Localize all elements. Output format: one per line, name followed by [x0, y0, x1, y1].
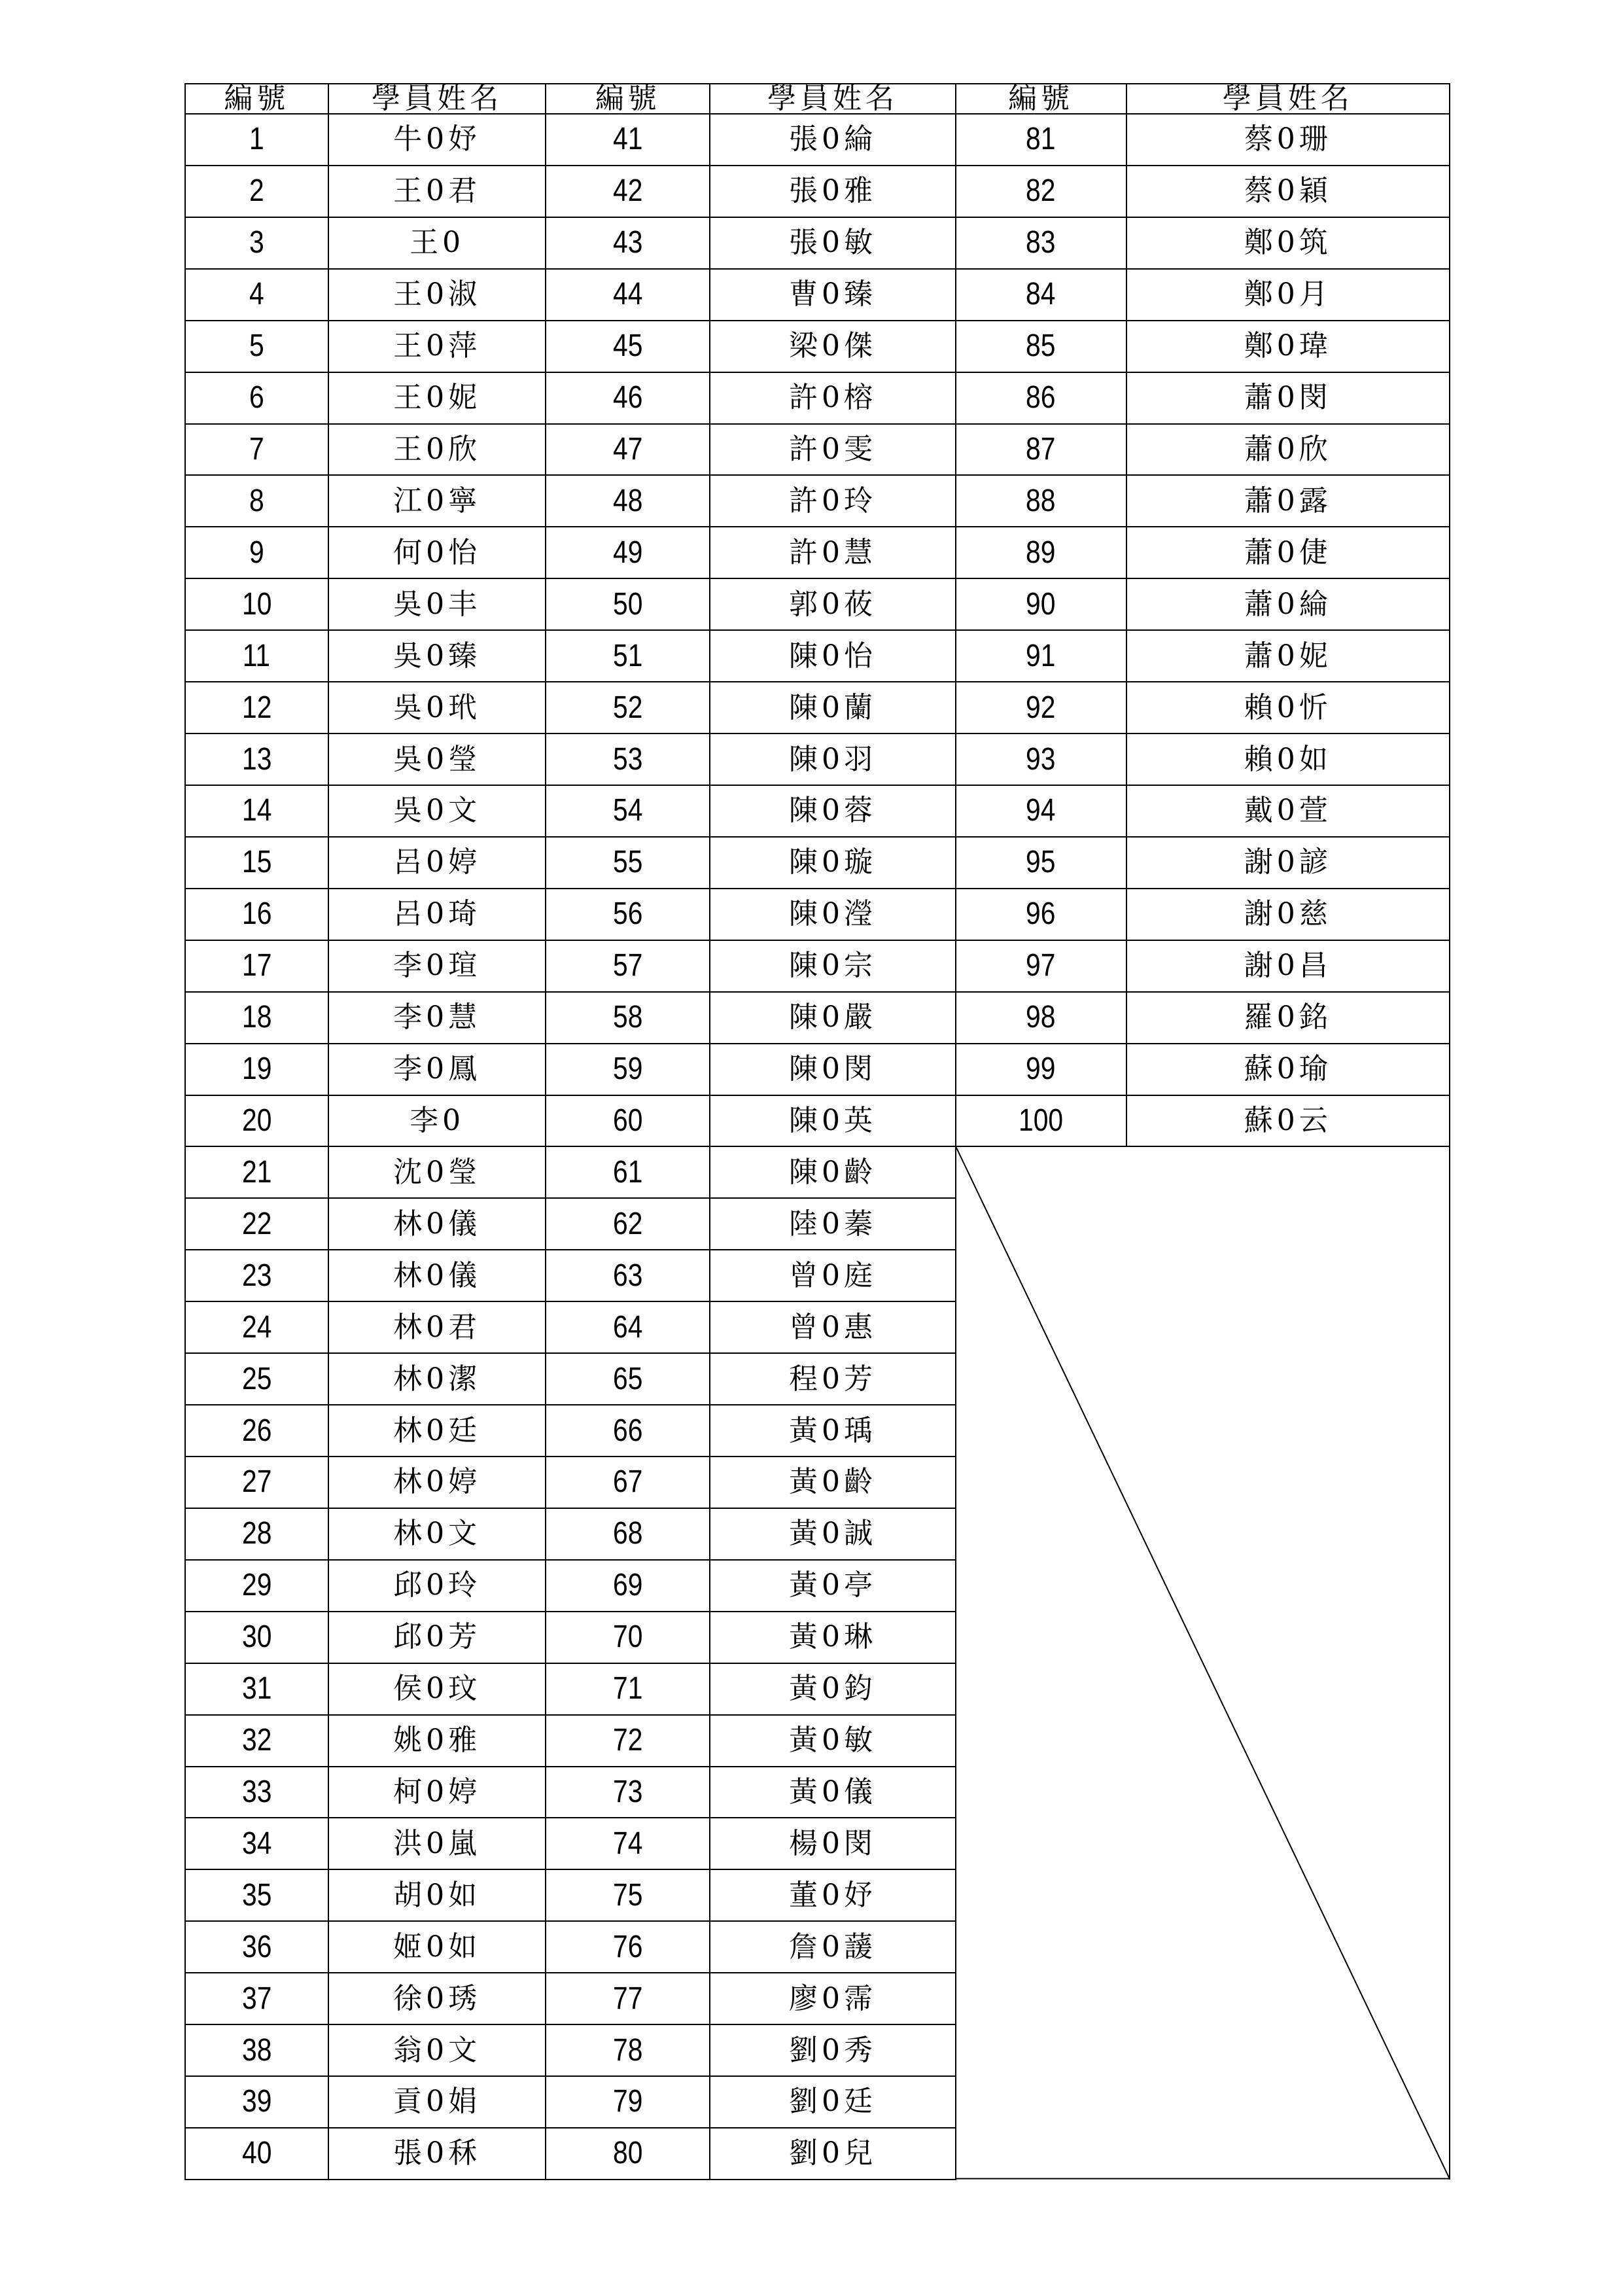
student-number: 96 [956, 889, 1126, 940]
student-name: 沈0瑩 [328, 1146, 546, 1198]
student-name: 張0敏 [710, 217, 956, 269]
student-name: 林0潔 [328, 1353, 546, 1405]
student-number: 94 [956, 785, 1126, 837]
student-number: 36 [185, 1921, 328, 1973]
student-name: 詹0蘐 [710, 1921, 956, 1973]
student-number: 5 [185, 321, 328, 372]
student-number: 41 [546, 114, 710, 166]
student-name: 王0妮 [328, 372, 546, 424]
student-name: 貢0娟 [328, 2076, 546, 2128]
student-name: 李0慧 [328, 992, 546, 1044]
student-name: 王0淑 [328, 269, 546, 321]
student-name: 劉0廷 [710, 2076, 956, 2128]
student-number: 29 [185, 1560, 328, 1612]
student-number: 42 [546, 166, 710, 217]
student-number: 4 [185, 269, 328, 321]
student-number: 14 [185, 785, 328, 837]
student-number: 27 [185, 1457, 328, 1508]
student-name: 吳0玳 [328, 682, 546, 733]
student-number: 26 [185, 1405, 328, 1457]
student-number: 100 [956, 1095, 1126, 1147]
student-name: 董0妤 [710, 1869, 956, 1921]
student-number: 46 [546, 372, 710, 424]
table-row [185, 527, 1450, 578]
student-name: 林0君 [328, 1301, 546, 1353]
header-name-1: 學員姓名 [328, 84, 546, 114]
student-number: 71 [546, 1663, 710, 1715]
student-name: 陳0宗 [710, 940, 956, 992]
student-name: 柯0婷 [328, 1767, 546, 1818]
student-name: 洪0嵐 [328, 1818, 546, 1869]
student-number: 70 [546, 1612, 710, 1663]
student-name: 王0 [328, 217, 546, 269]
student-number: 17 [185, 940, 328, 992]
student-number: 44 [546, 269, 710, 321]
student-name: 李0 [328, 1095, 546, 1147]
student-roster [184, 83, 1450, 2180]
student-number: 30 [185, 1612, 328, 1663]
student-name: 黃0瑀 [710, 1405, 956, 1457]
student-number: 1 [185, 114, 328, 166]
student-number: 58 [546, 992, 710, 1044]
student-number: 63 [546, 1250, 710, 1301]
student-number: 81 [956, 114, 1126, 166]
student-name: 姚0雅 [328, 1715, 546, 1767]
student-number: 64 [546, 1301, 710, 1353]
student-number: 37 [185, 1973, 328, 2024]
student-number: 48 [546, 475, 710, 527]
empty-cell [956, 1146, 1450, 2180]
table-row [185, 372, 1450, 424]
student-name: 王0欣 [328, 424, 546, 476]
table-row [185, 269, 1450, 321]
student-number: 15 [185, 837, 328, 889]
student-name: 呂0琦 [328, 889, 546, 940]
student-name: 賴0忻 [1126, 682, 1450, 733]
student-number: 82 [956, 166, 1126, 217]
student-number: 69 [546, 1560, 710, 1612]
student-name: 蘇0瑜 [1126, 1044, 1450, 1095]
student-name: 張0綸 [710, 114, 956, 166]
student-name: 鄭0筑 [1126, 217, 1450, 269]
student-number: 59 [546, 1044, 710, 1095]
student-number: 53 [546, 733, 710, 785]
table-row [185, 1044, 1450, 1095]
student-number: 77 [546, 1973, 710, 2024]
student-name: 陳0蘭 [710, 682, 956, 733]
student-name: 蘇0云 [1126, 1095, 1450, 1147]
student-number: 62 [546, 1198, 710, 1250]
header-name-2: 學員姓名 [710, 84, 956, 114]
student-number: 66 [546, 1405, 710, 1457]
student-number: 67 [546, 1457, 710, 1508]
student-number: 57 [546, 940, 710, 992]
student-name: 侯0玟 [328, 1663, 546, 1715]
student-name: 徐0琇 [328, 1973, 546, 2024]
student-name: 吳0丰 [328, 578, 546, 630]
student-name: 許0玲 [710, 475, 956, 527]
student-number: 18 [185, 992, 328, 1044]
student-name: 翁0文 [328, 2024, 546, 2076]
student-name: 何0怡 [328, 527, 546, 578]
student-name: 陳0齡 [710, 1146, 956, 1198]
student-number: 31 [185, 1663, 328, 1715]
student-name: 黃0琳 [710, 1612, 956, 1663]
student-name: 劉0兒 [710, 2128, 956, 2180]
student-number: 20 [185, 1095, 328, 1147]
student-number: 61 [546, 1146, 710, 1198]
table-row [185, 889, 1450, 940]
student-name: 張0雅 [710, 166, 956, 217]
student-name: 李0瑄 [328, 940, 546, 992]
student-number: 92 [956, 682, 1126, 733]
table-row [185, 785, 1450, 837]
table-row [185, 475, 1450, 527]
student-number: 3 [185, 217, 328, 269]
student-number: 50 [546, 578, 710, 630]
header-number-3: 編號 [956, 84, 1126, 114]
table-row [185, 1146, 1450, 1198]
table-row [185, 837, 1450, 889]
student-name: 蔡0珊 [1126, 114, 1450, 166]
student-number: 43 [546, 217, 710, 269]
student-number: 13 [185, 733, 328, 785]
student-name: 林0婷 [328, 1457, 546, 1508]
student-name: 梁0傑 [710, 321, 956, 372]
student-name: 江0寧 [328, 475, 546, 527]
student-number: 93 [956, 733, 1126, 785]
student-number: 65 [546, 1353, 710, 1405]
student-name: 蕭0欣 [1126, 424, 1450, 476]
student-name: 張0秝 [328, 2128, 546, 2180]
table-row [185, 217, 1450, 269]
table-row [185, 424, 1450, 476]
student-number: 98 [956, 992, 1126, 1044]
student-name: 吳0臻 [328, 630, 546, 682]
student-number: 16 [185, 889, 328, 940]
student-name: 楊0閔 [710, 1818, 956, 1869]
student-number: 35 [185, 1869, 328, 1921]
student-name: 林0儀 [328, 1198, 546, 1250]
student-number: 73 [546, 1767, 710, 1818]
student-name: 黃0亭 [710, 1560, 956, 1612]
student-number: 6 [185, 372, 328, 424]
student-number: 80 [546, 2128, 710, 2180]
student-number: 40 [185, 2128, 328, 2180]
student-number: 11 [185, 630, 328, 682]
student-number: 7 [185, 424, 328, 476]
student-number: 60 [546, 1095, 710, 1147]
student-number: 8 [185, 475, 328, 527]
student-number: 2 [185, 166, 328, 217]
student-name: 羅0銘 [1126, 992, 1450, 1044]
student-name: 蕭0妮 [1126, 630, 1450, 682]
student-number: 87 [956, 424, 1126, 476]
student-name: 謝0慈 [1126, 889, 1450, 940]
student-name: 黃0誠 [710, 1508, 956, 1560]
student-name: 蔡0穎 [1126, 166, 1450, 217]
student-number: 86 [956, 372, 1126, 424]
student-name: 牛0妤 [328, 114, 546, 166]
student-number: 56 [546, 889, 710, 940]
student-number: 49 [546, 527, 710, 578]
student-name: 蕭0閔 [1126, 372, 1450, 424]
student-name: 胡0如 [328, 1869, 546, 1921]
student-name: 鄭0瑋 [1126, 321, 1450, 372]
student-name: 姬0如 [328, 1921, 546, 1973]
table-row [185, 166, 1450, 217]
student-name: 王0萍 [328, 321, 546, 372]
header-number-2: 編號 [546, 84, 710, 114]
student-name: 王0君 [328, 166, 546, 217]
table-row [185, 992, 1450, 1044]
student-name: 邱0玲 [328, 1560, 546, 1612]
student-number: 89 [956, 527, 1126, 578]
student-number: 79 [546, 2076, 710, 2128]
student-name: 戴0萱 [1126, 785, 1450, 837]
student-number: 84 [956, 269, 1126, 321]
student-number: 76 [546, 1921, 710, 1973]
student-name: 李0鳳 [328, 1044, 546, 1095]
student-name: 程0芳 [710, 1353, 956, 1405]
student-number: 51 [546, 630, 710, 682]
student-name: 曾0庭 [710, 1250, 956, 1301]
student-number: 95 [956, 837, 1126, 889]
student-number: 32 [185, 1715, 328, 1767]
student-name: 陳0英 [710, 1095, 956, 1147]
student-number: 99 [956, 1044, 1126, 1095]
student-name: 陳0蓉 [710, 785, 956, 837]
student-number: 52 [546, 682, 710, 733]
table-row [185, 578, 1450, 630]
header-row [185, 84, 1450, 114]
student-name: 蕭0綸 [1126, 578, 1450, 630]
student-name: 黃0儀 [710, 1767, 956, 1818]
table-row [185, 940, 1450, 992]
student-number: 22 [185, 1198, 328, 1250]
table-row [185, 1095, 1450, 1147]
student-name: 謝0昌 [1126, 940, 1450, 992]
student-name: 蕭0露 [1126, 475, 1450, 527]
student-number: 88 [956, 475, 1126, 527]
table-row [185, 321, 1450, 372]
student-name: 林0儀 [328, 1250, 546, 1301]
header-name-3: 學員姓名 [1126, 84, 1450, 114]
student-name: 林0文 [328, 1508, 546, 1560]
student-number: 12 [185, 682, 328, 733]
student-number: 28 [185, 1508, 328, 1560]
student-number: 9 [185, 527, 328, 578]
student-number: 74 [546, 1818, 710, 1869]
student-number: 68 [546, 1508, 710, 1560]
student-name: 賴0如 [1126, 733, 1450, 785]
student-number: 55 [546, 837, 710, 889]
student-number: 25 [185, 1353, 328, 1405]
student-name: 蕭0倢 [1126, 527, 1450, 578]
student-name: 黃0敏 [710, 1715, 956, 1767]
student-number: 38 [185, 2024, 328, 2076]
student-name: 林0廷 [328, 1405, 546, 1457]
student-name: 郭0莜 [710, 578, 956, 630]
student-number: 83 [956, 217, 1126, 269]
student-number: 85 [956, 321, 1126, 372]
student-name: 許0慧 [710, 527, 956, 578]
student-name: 曾0惠 [710, 1301, 956, 1353]
student-name: 劉0秀 [710, 2024, 956, 2076]
student-name: 邱0芳 [328, 1612, 546, 1663]
student-number: 33 [185, 1767, 328, 1818]
student-name: 黃0鈞 [710, 1663, 956, 1715]
table-row [185, 114, 1450, 166]
student-number: 91 [956, 630, 1126, 682]
student-name: 廖0霈 [710, 1973, 956, 2024]
student-name: 曹0臻 [710, 269, 956, 321]
student-name: 陳0璇 [710, 837, 956, 889]
student-name: 許0雯 [710, 424, 956, 476]
student-name: 黃0齡 [710, 1457, 956, 1508]
student-number: 97 [956, 940, 1126, 992]
student-number: 39 [185, 2076, 328, 2128]
student-number: 23 [185, 1250, 328, 1301]
student-name: 吳0文 [328, 785, 546, 837]
student-number: 75 [546, 1869, 710, 1921]
student-number: 54 [546, 785, 710, 837]
student-number: 90 [956, 578, 1126, 630]
student-number: 47 [546, 424, 710, 476]
student-name: 陳0羽 [710, 733, 956, 785]
table-row [185, 682, 1450, 733]
student-number: 19 [185, 1044, 328, 1095]
table-row [185, 630, 1450, 682]
student-number: 10 [185, 578, 328, 630]
table-row [185, 733, 1450, 785]
student-name: 許0榕 [710, 372, 956, 424]
header-number-1: 編號 [185, 84, 328, 114]
student-name: 陳0嚴 [710, 992, 956, 1044]
student-name: 呂0婷 [328, 837, 546, 889]
student-number: 72 [546, 1715, 710, 1767]
student-name: 陳0閔 [710, 1044, 956, 1095]
student-number: 34 [185, 1818, 328, 1869]
student-name: 鄭0月 [1126, 269, 1450, 321]
student-number: 24 [185, 1301, 328, 1353]
student-name: 謝0諺 [1126, 837, 1450, 889]
roster-table [184, 83, 1450, 2180]
student-name: 陳0怡 [710, 630, 956, 682]
student-number: 21 [185, 1146, 328, 1198]
student-name: 陸0蓁 [710, 1198, 956, 1250]
student-number: 78 [546, 2024, 710, 2076]
student-name: 吳0瑩 [328, 733, 546, 785]
student-name: 陳0瀅 [710, 889, 956, 940]
student-number: 45 [546, 321, 710, 372]
